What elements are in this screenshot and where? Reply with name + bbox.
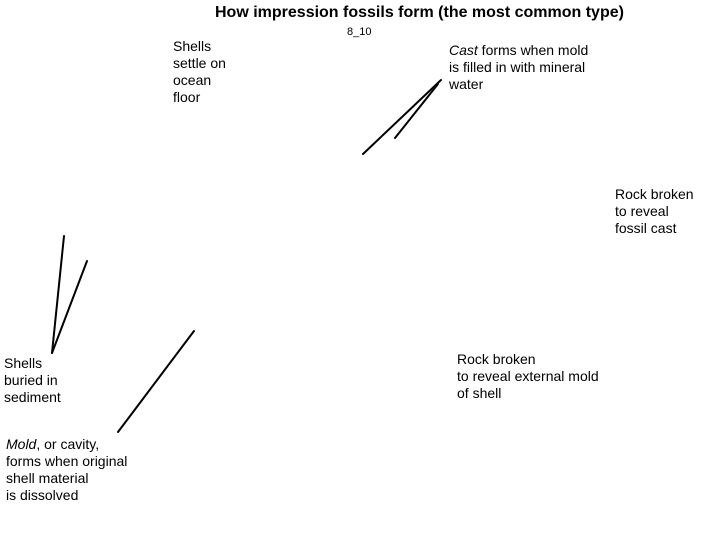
label-line: fossil cast xyxy=(615,220,677,236)
label-line: shell material xyxy=(6,470,89,486)
label-line: Rock broken xyxy=(457,351,536,367)
label-line: of shell xyxy=(457,385,502,401)
label-line: is filled in with mineral xyxy=(449,59,586,75)
leader-line-cast-1 xyxy=(363,80,441,154)
leader-line-cast-2 xyxy=(395,84,438,138)
label-line: to reveal external mold xyxy=(457,368,599,384)
label-line: ocean xyxy=(173,72,212,88)
cast-term: Cast xyxy=(449,42,478,58)
label-line: Shells xyxy=(4,355,43,371)
diagram-title: How impression fossils form (the most common type) xyxy=(215,4,624,21)
label-text: forms when mold xyxy=(477,42,589,58)
label-text: , or cavity, xyxy=(36,436,100,452)
label-line: to reveal xyxy=(615,203,669,219)
label-line: water xyxy=(449,76,484,92)
label-line: forms when original xyxy=(6,453,128,469)
figure-code: 8_10 xyxy=(347,26,372,38)
leader-line-mold xyxy=(118,331,194,432)
label-line: Rock broken xyxy=(615,186,694,202)
label-line: sediment xyxy=(4,389,61,405)
label-line: settle on xyxy=(173,55,226,71)
label-line: is dissolved xyxy=(6,487,79,503)
label-line: buried in xyxy=(4,372,58,388)
label-line: floor xyxy=(173,89,201,105)
label-line: Shells xyxy=(173,38,212,54)
mold-term: Mold xyxy=(6,436,37,452)
